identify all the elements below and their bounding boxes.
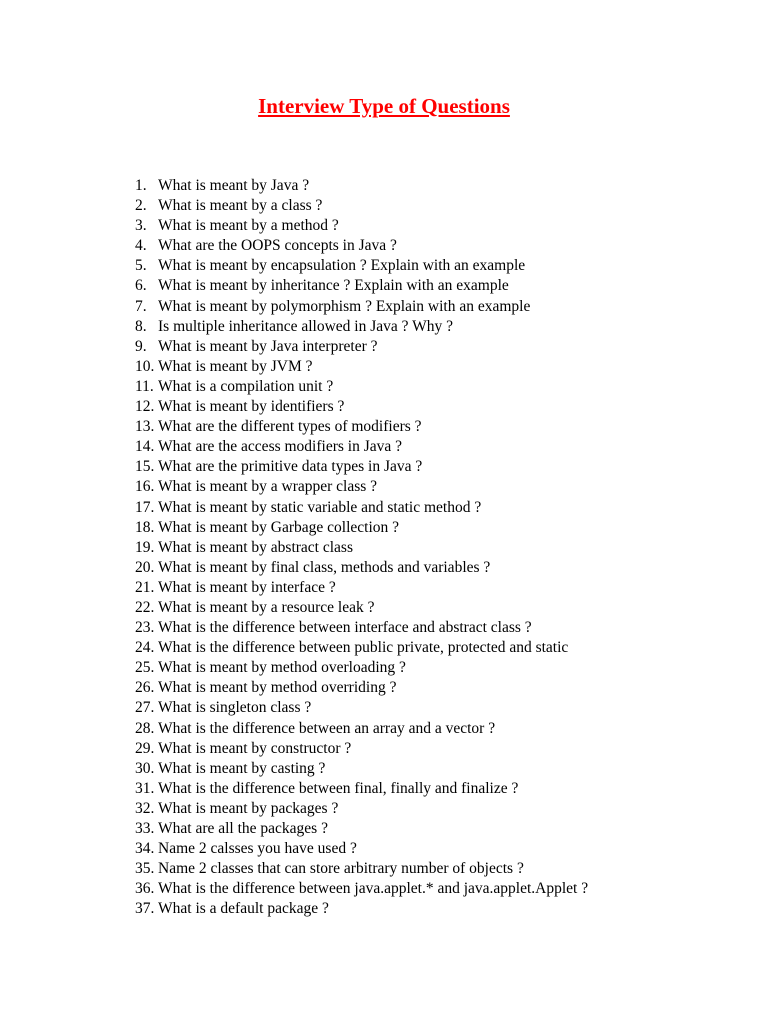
question-text: What is meant by abstract class (158, 538, 353, 556)
question-number: 11. (135, 377, 154, 395)
question-text: Name 2 classes that can store arbitrary number of objects ? (158, 860, 524, 878)
question-number: 24. (135, 639, 155, 657)
question-item (135, 236, 588, 256)
question-item (135, 879, 588, 899)
question-text: What are the access modifiers in Java ? (158, 438, 403, 456)
question-text: What is a compilation unit ? (158, 377, 334, 395)
question-item (135, 417, 588, 437)
question-text: What is the difference between an array and a vector ? (158, 719, 496, 737)
question-item (135, 839, 588, 859)
question-number: 17. (135, 498, 155, 516)
question-text: What is meant by Garbage collection ? (158, 518, 400, 536)
question-item (135, 698, 588, 718)
question-item (135, 739, 588, 759)
question-item (135, 276, 588, 296)
question-number: 4. (135, 237, 147, 255)
question-text: What is singleton class ? (158, 699, 312, 717)
question-text: What is meant by encapsulation ? Explain with an example (158, 257, 526, 275)
question-text: What is meant by static variable and static method ? (158, 498, 482, 516)
question-item (135, 337, 588, 357)
question-number: 26. (135, 679, 155, 697)
question-text: What is meant by identifiers ? (158, 398, 345, 416)
question-item (135, 176, 588, 196)
question-number: 27. (135, 699, 155, 717)
question-text: What is meant by method overriding ? (158, 679, 397, 697)
question-number: 36. (135, 880, 155, 898)
question-text: What is meant by Java interpreter ? (158, 337, 378, 355)
question-number: 34. (135, 840, 155, 858)
question-item (135, 518, 588, 538)
question-number: 7. (135, 297, 147, 315)
question-item (135, 658, 588, 678)
question-text: What is meant by a resource leak ? (158, 598, 375, 616)
question-item (135, 357, 588, 377)
question-text: What is meant by Java ? (158, 177, 310, 194)
question-item (135, 799, 588, 819)
question-item (135, 759, 588, 779)
question-number: 35. (135, 860, 155, 878)
question-item (135, 719, 588, 739)
question-item (135, 899, 588, 919)
question-item (135, 297, 588, 317)
question-number: 6. (135, 277, 147, 295)
question-text: What is meant by final class, methods and variables ? (158, 558, 491, 576)
question-item (135, 819, 588, 839)
question-item (135, 638, 588, 658)
question-number: 18. (135, 518, 155, 536)
question-text: What is meant by casting ? (158, 759, 326, 777)
question-number: 30. (135, 759, 155, 777)
question-text: What is meant by polymorphism ? Explain with an example (158, 297, 531, 315)
question-number: 16. (135, 478, 155, 496)
question-number: 21. (135, 578, 155, 596)
question-text: What is meant by a wrapper class ? (158, 478, 378, 496)
question-item (135, 377, 588, 397)
question-item (135, 598, 588, 618)
question-item (135, 397, 588, 417)
question-number: 14. (135, 438, 155, 456)
document-title: Interview Type of Questions (258, 94, 510, 118)
question-number: 1. (135, 177, 147, 194)
question-text: What is meant by method overloading ? (158, 659, 406, 677)
question-item (135, 859, 588, 879)
question-number: 10. (135, 357, 155, 375)
question-item (135, 216, 588, 236)
question-text: What is the difference between public private, protected and static (158, 639, 569, 657)
question-text: What are all the packages ? (158, 820, 328, 837)
question-item (135, 256, 588, 276)
question-text: What is meant by constructor ? (158, 739, 352, 757)
question-item (135, 317, 588, 337)
question-text: What are the different types of modifiers ? (158, 418, 422, 436)
question-text: What is meant by interface ? (158, 578, 336, 596)
question-text: What is meant by a class ? (158, 197, 323, 215)
question-item (135, 498, 588, 518)
question-item (135, 578, 588, 598)
question-number: 29. (135, 739, 155, 757)
question-number: 32. (135, 799, 155, 817)
question-item (135, 779, 588, 799)
question-number: 3. (135, 217, 147, 235)
question-text: What is the difference between final, finally and finalize ? (158, 779, 519, 797)
question-number: 2. (135, 197, 147, 215)
question-number: 19. (135, 538, 155, 556)
question-list (135, 176, 588, 919)
question-text: What is meant by a method ? (158, 217, 339, 235)
question-text: What is meant by inheritance ? Explain with an example (158, 277, 509, 295)
question-number: 9. (135, 337, 147, 355)
question-text: What is the difference between java.applet.* and java.applet.Applet ? (158, 880, 589, 898)
question-text: What are the primitive data types in Java ? (158, 458, 423, 476)
question-number: 23. (135, 619, 155, 637)
question-number: 28. (135, 719, 155, 737)
question-text: Is multiple inheritance allowed in Java ? Why ? (158, 317, 453, 335)
question-item (135, 678, 588, 698)
question-number: 5. (135, 257, 147, 275)
question-number: 25. (135, 659, 155, 677)
question-number: 15. (135, 458, 155, 476)
question-text: What is meant by packages ? (158, 799, 339, 817)
question-item (135, 477, 588, 497)
question-text: What is meant by JVM ? (158, 357, 313, 375)
question-text: What is a default package ? (158, 900, 329, 918)
question-item (135, 437, 588, 457)
question-item (135, 538, 588, 558)
question-number: 37. (135, 900, 155, 918)
question-text: Name 2 calsses you have used ? (158, 840, 357, 858)
question-number: 33. (135, 820, 155, 837)
question-number: 8. (135, 317, 147, 335)
question-number: 20. (135, 558, 155, 576)
question-text: What is the difference between interface and abstract class ? (158, 619, 532, 637)
question-text: What are the OOPS concepts in Java ? (158, 237, 397, 255)
question-item (135, 196, 588, 216)
question-number: 31. (135, 779, 155, 797)
question-item (135, 618, 588, 638)
question-number: 22. (135, 598, 155, 616)
question-number: 12. (135, 398, 155, 416)
question-item (135, 457, 588, 477)
question-item (135, 558, 588, 578)
question-number: 13. (135, 418, 155, 436)
